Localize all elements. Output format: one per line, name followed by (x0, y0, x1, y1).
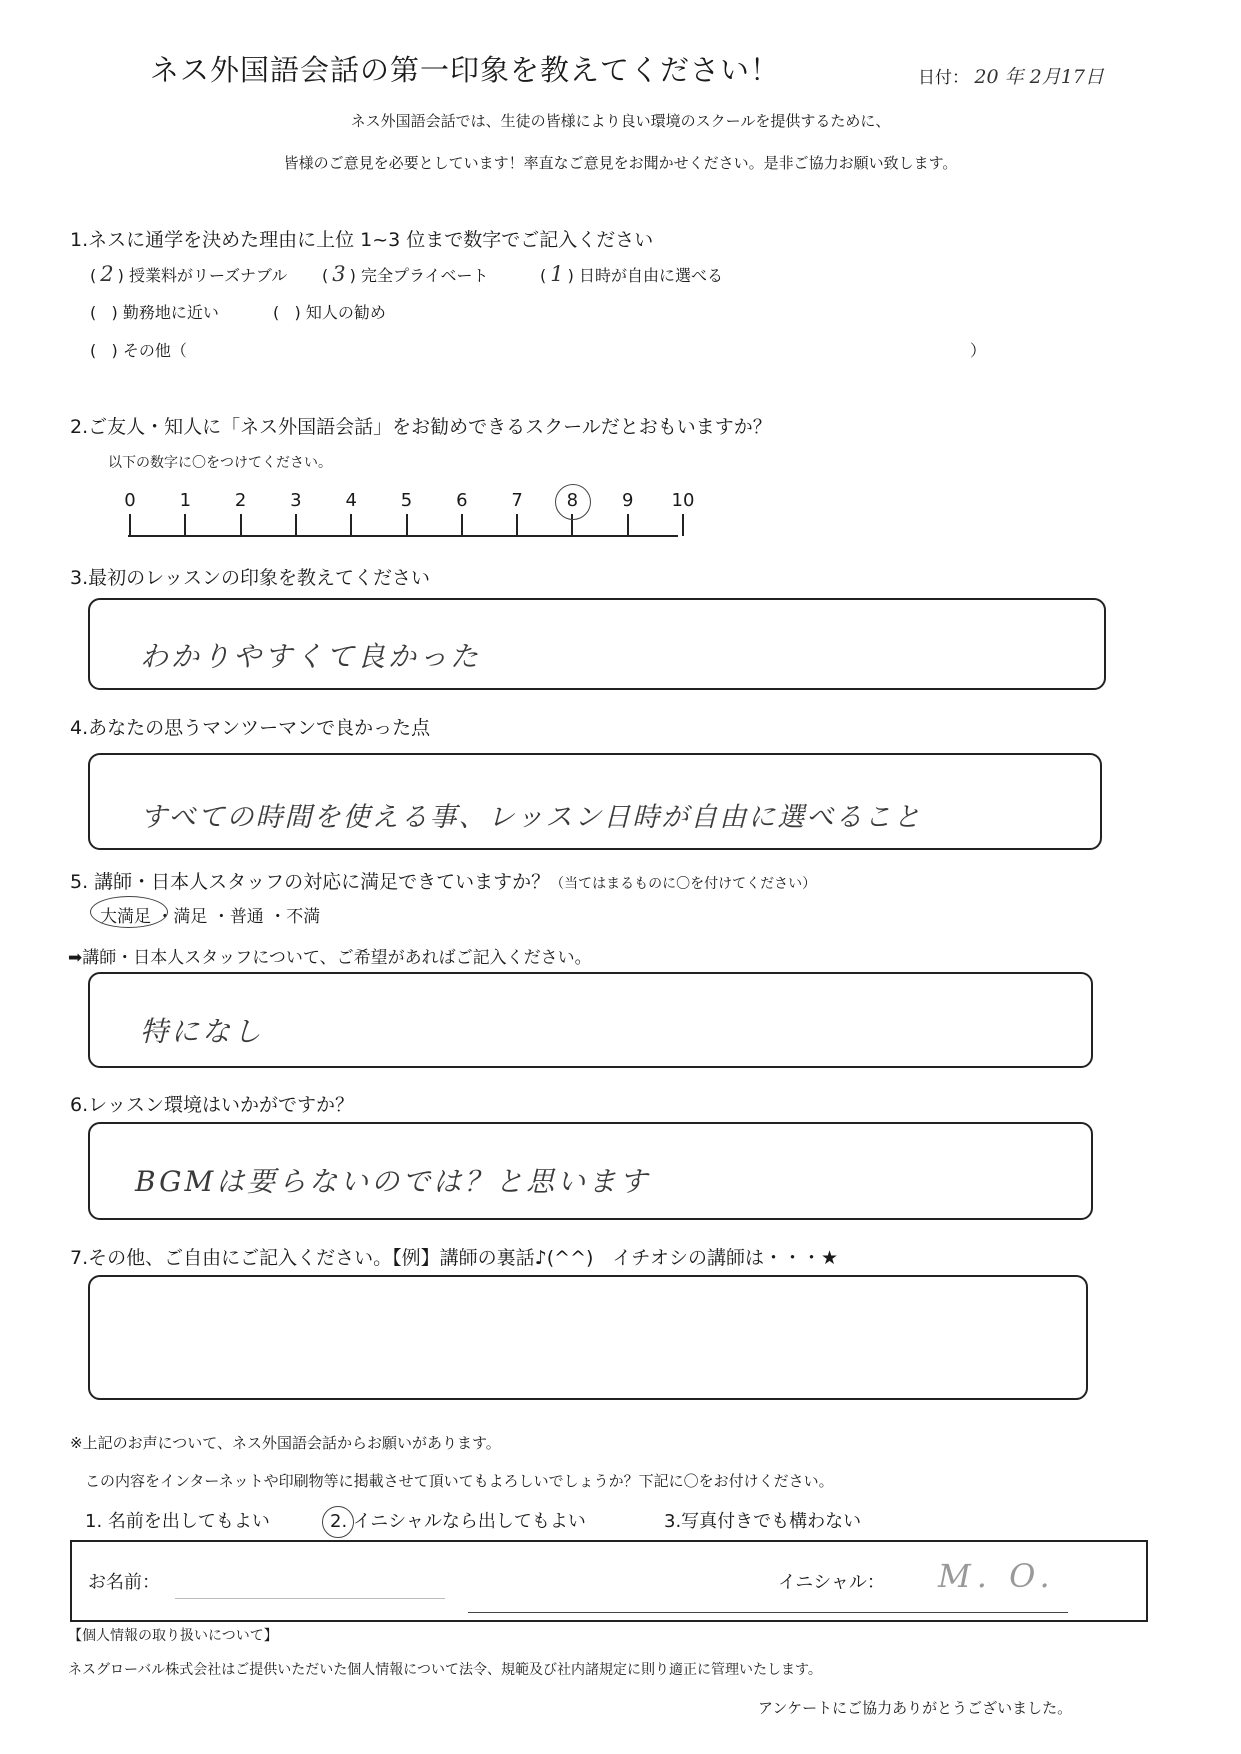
q7-label: 7.その他、ご自由にご記入ください。【例】講師の裏話♪(^^) イチオシの講師は・・・★ (70, 1247, 839, 1269)
q1-option-workplace[interactable]: ( ) 勤務地に近い (90, 303, 219, 322)
scale-tick-9 (627, 514, 629, 536)
q1-rank-schedule[interactable]: 1 (550, 262, 564, 286)
q1-rank-private[interactable]: 3 (332, 262, 346, 286)
q5-note: （当てはまるものに〇を付けてください） (550, 876, 817, 892)
consent-question: この内容をインターネットや印刷物等に掲載させて頂いてもよろしいでしょうか？下記に〇をお付けください。 (85, 1472, 834, 1490)
privacy-title: 【個人情報の取り扱いについて】 (68, 1628, 278, 1644)
consent-option-2-text: イニシャルなら出してもよい (352, 1511, 586, 1532)
q1-option-price-text: 授業料がリーズナブル (128, 266, 288, 285)
consent-option-3[interactable]: 3.写真付きでも構わない (664, 1511, 862, 1532)
scale-tick-7 (516, 514, 518, 536)
consent-notice: ※上記のお声について、ネス外国語会話からお願いがあります。 (70, 1434, 501, 1452)
consent-option-1[interactable]: 1. 名前を出してもよい (85, 1511, 270, 1532)
q6-label: 6.レッスン環境はいかがですか？ (70, 1094, 354, 1116)
q5-option-satisfied[interactable]: 満足 (173, 907, 208, 927)
q1-option-other[interactable]: ( ) その他（ (90, 341, 187, 360)
q7-answer-box[interactable] (88, 1275, 1088, 1400)
scale-number-3[interactable]: 3 (290, 490, 302, 511)
scale-number-5[interactable]: 5 (400, 490, 413, 511)
q1-option-referral-text: 知人の勧め (305, 303, 386, 322)
date-value[interactable]: 20 年 2月17日 (974, 66, 1104, 88)
scale-number-7[interactable]: 7 (511, 490, 523, 511)
q2-label: 2.ご友人・知人に「ネス外国語会話」をお勧めできるスクールだとおもいますか？ (70, 416, 772, 438)
consent-option-2-num: 2. (330, 1511, 348, 1532)
q1-option-schedule-text: 日時が自由に選べる (578, 266, 723, 285)
privacy-text: ネスグローバル株式会社はご提供いただいた個人情報について法令、規範及び社内諸規定に則り適正に管理いたします。 (68, 1662, 822, 1678)
scale-tick-1 (184, 514, 186, 536)
initial-label: イニシャル： (778, 1572, 885, 1593)
initial-underline (468, 1612, 1068, 1613)
q1-option-price[interactable]: ( 2 ) 授業料がリーズナブル (90, 262, 288, 286)
q6-answer: BGMは要らないのでは？と思います (135, 1165, 651, 1198)
scale-baseline (128, 535, 678, 537)
scale-tick-6 (461, 514, 463, 536)
page-title: ネス外国語会話の第一印象を教えてください！ (150, 53, 781, 87)
q5-option-very-satisfied[interactable] (100, 902, 151, 927)
date-field (918, 62, 1104, 89)
q5-label (70, 867, 816, 894)
q1-option-other-text: その他（ (122, 341, 187, 360)
name-field[interactable] (175, 1598, 445, 1599)
q1-option-private-text: 完全プライベート (360, 266, 489, 285)
scale-number-4[interactable]: 4 (345, 490, 357, 511)
intro-line-2: 皆様のご意見を必要としています！率直なご意見をお聞かせください。是非ご協力お願い致します。 (283, 154, 958, 172)
scale-tick-0 (129, 514, 131, 536)
scale-number-9[interactable]: 9 (621, 490, 634, 511)
scale-tick-3 (295, 514, 297, 536)
scale-number-8[interactable]: 8 (566, 490, 579, 511)
scale-number-10[interactable]: 10 (671, 490, 695, 511)
q5-option-very-satisfied-text: 大満足 (100, 907, 151, 927)
name-label: お名前： (88, 1572, 160, 1593)
consent-selection-circle (322, 1506, 354, 1538)
initial-value[interactable]: M. O. (938, 1557, 1056, 1595)
scale-selection-circle (555, 484, 591, 520)
scale-number-6[interactable]: 6 (456, 490, 468, 511)
scale-tick-2 (240, 514, 242, 536)
scale-tick-5 (406, 514, 408, 536)
scale-number-1[interactable]: 1 (179, 490, 192, 511)
scale-number-2[interactable]: 2 (234, 490, 247, 511)
intro-line-1: ネス外国語会話では、生徒の皆様により良い環境のスクールを提供するために、 (350, 112, 891, 130)
q5-answer: 特になし (140, 1015, 265, 1048)
scale-tick-4 (350, 514, 352, 536)
q1-label: 1.ネスに通学を決めた理由に上位 1~3 位まで数字でご記入ください (70, 229, 654, 251)
q1-option-schedule[interactable]: ( 1 ) 日時が自由に選べる (540, 262, 723, 286)
thanks-text: アンケートにご協力ありがとうございました。 (758, 1699, 1073, 1717)
q1-option-referral[interactable]: ( ) 知人の勧め (273, 303, 386, 322)
scale-number-0[interactable]: 0 (124, 490, 136, 511)
q5-options[interactable]: 大満足 ・満足 ・普通 ・不満 (100, 902, 320, 927)
q1-rank-price[interactable]: 2 (100, 262, 114, 286)
q1-option-workplace-text: 勤務地に近い (122, 303, 219, 322)
q3-label: 3.最初のレッスンの印象を教えてください (70, 567, 430, 589)
date-label: 日付： (918, 68, 969, 88)
q2-instruction: 以下の数字に〇をつけてください。 (108, 455, 332, 471)
q5-selection-circle (90, 896, 168, 928)
consent-option-2[interactable] (330, 1507, 586, 1533)
q5-option-neutral[interactable]: 普通 (229, 907, 264, 927)
q5-label-text: 5. 講師・日本人スタッフの対応に満足できていますか？ (70, 871, 551, 893)
q4-answer: すべての時間を使える事、レッスン日時が自由に選べること (140, 802, 923, 833)
scale-tick-10 (682, 514, 684, 536)
q5-option-unsatisfied[interactable]: 不満 (286, 907, 321, 927)
q1-other-close: ） (970, 341, 987, 360)
q3-answer: わかりやすくて良かった (140, 640, 482, 673)
q1-option-private[interactable]: ( 3 ) 完全プライベート (322, 262, 489, 286)
q4-label: 4.あなたの思うマンツーマンで良かった点 (70, 717, 431, 739)
q5-sub-label: ➡講師・日本人スタッフについて、ご希望があればご記入ください。 (68, 948, 592, 968)
